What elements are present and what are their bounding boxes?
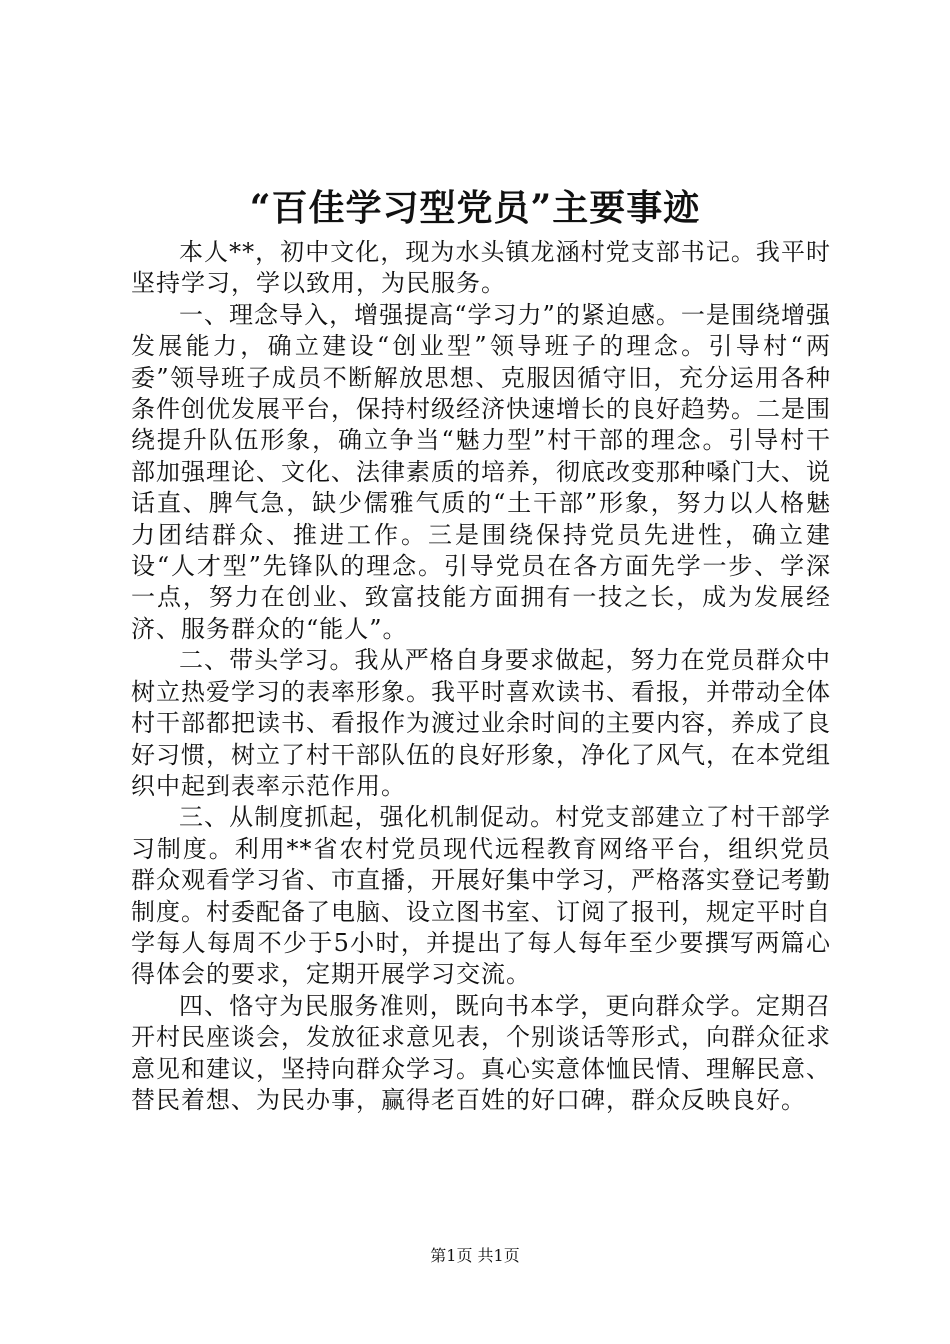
paragraph-intro: 本人**，初中文化，现为水头镇龙涵村党支部书记。我平时坚持学习，学以致用，为民服务。	[131, 238, 831, 298]
document-body	[131, 237, 831, 1116]
paragraph-section-2: 二、带头学习。我从严格自身要求做起，努力在党员群众中树立热爱学习的表率形象。我平时喜欢读书、看报，并带动全体村干部都把读书、看报作为渡过业余时间的主要内容，养成了良好习惯，树立了村干部队伍的良好形象，净化了风气，在本党组织中起到表率示范作用。	[131, 646, 831, 800]
paragraph-section-1: 一、理念导入，增强提高“学习力”的紧迫感。一是围绕增强发展能力，确立建设“创业型”领导班子的理念。引导村“两委”领导班子成员不断解放思想、克服因循守旧，充分运用各种条件创优发展平台，保持村级经济快速增长的良好趋势。二是围绕提升队伍形象，确立争当“魅力型”村干部的理念。引导村干部加强理论、文化、法律素质的培养，彻底改变那种嗓门大、说话直、脾气急，缺少儒雅气质的“土干部”形象，努力以人格魅力团结群众、推进工作。三是围绕保持党员先进性，确立建设“人才型”先锋队的理念。引导党员在各方面先学一步、学深一点，努力在创业、致富技能方面拥有一技之长，成为发展经济、服务群众的“能人”。	[131, 300, 831, 643]
paragraph-section-3: 三、从制度抓起，强化机制促动。村党支部建立了村干部学习制度。利用**省农村党员现代远程教育网络平台，组织党员群众观看学习省、市直播，开展好集中学习，严格落实登记考勤制度。村委配备了电脑、设立图书室、订阅了报刊，规定平时自学每人每周不少于5小时，并提出了每人每年至少要撰写两篇心得体会的要求，定期开展学习交流。	[131, 803, 831, 989]
document-title: “百佳学习型党员”主要事迹	[249, 187, 701, 229]
paragraph-section-4: 四、恪守为民服务准则，既向书本学，更向群众学。定期召开村民座谈会，发放征求意见表，个别谈话等形式，向群众征求意见和建议，坚持向群众学习。真心实意体恤民情、理解民意、替民着想、为民办事，赢得老百姓的好口碑，群众反映良好。	[131, 991, 831, 1114]
page-footer: 第1页 共1页	[430, 1246, 520, 1265]
